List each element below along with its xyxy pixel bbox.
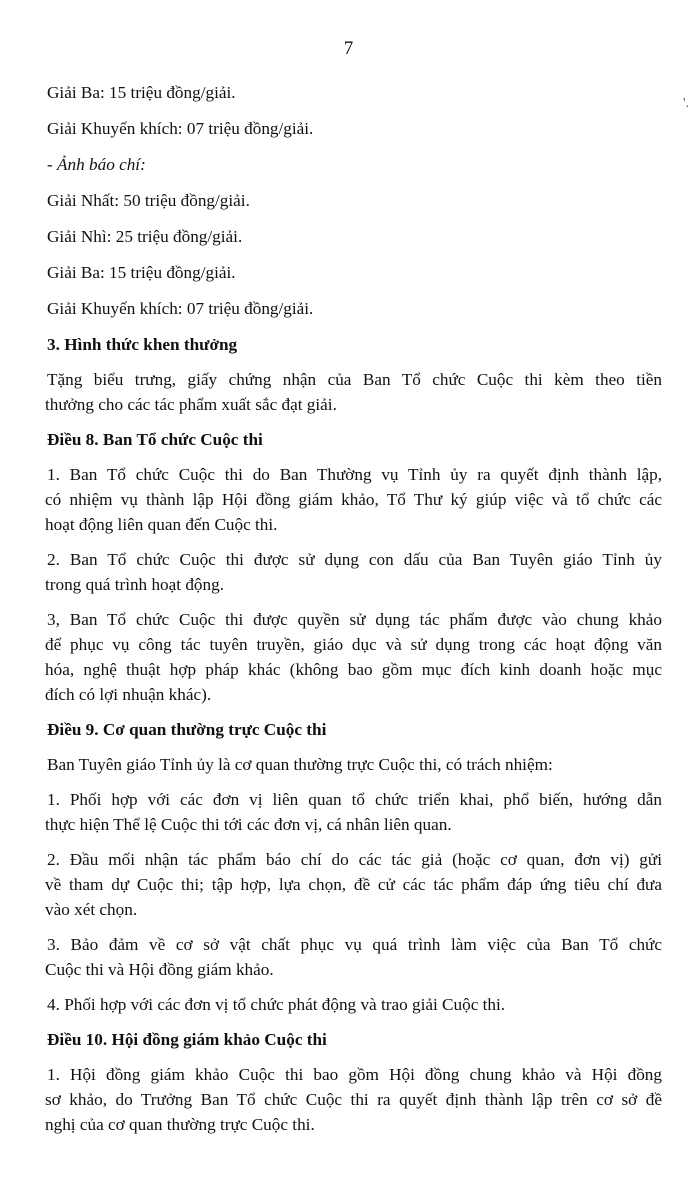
paragraph-line: 1. Ban Tổ chức Cuộc thi do Ban Thường vụ Tỉnh ủy ra quyết định thành lập, xyxy=(47,465,662,484)
paragraph-line: 1. Hội đồng giám khảo Cuộc thi bao gồm Hội đồng chung khảo và Hội đồng xyxy=(47,1065,662,1084)
paragraph xyxy=(47,847,662,922)
paragraph-line: sơ khảo, do Trưởng Ban Tổ chức Cuộc thi ra quyết định thành lập trên cơ sở đề xyxy=(45,1090,662,1109)
paragraph xyxy=(47,752,662,777)
paragraph-line: có nhiệm vụ thành lập Hội đồng giám khảo, Tổ Thư ký giúp việc và tổ chức các xyxy=(45,490,662,509)
prize-line: Giải Ba: 15 triệu đồng/giải. xyxy=(47,263,236,282)
paragraph xyxy=(47,1062,662,1137)
prize-line: Giải Ba: 15 triệu đồng/giải. xyxy=(47,83,236,102)
prize-line: Giải Khuyến khích: 07 triệu đồng/giải. xyxy=(47,119,314,138)
paragraph-line: 2. Ban Tổ chức Cuộc thi được sử dụng con dấu của Ban Tuyên giáo Tỉnh ủy xyxy=(47,550,662,569)
paragraph-line: để phục vụ công tác tuyên truyền, giáo dục và sử dụng trong các hoạt động văn xyxy=(45,635,662,654)
paragraph xyxy=(47,787,662,837)
paragraph xyxy=(47,367,662,417)
prize-line: Giải Nhì: 25 triệu đồng/giải. xyxy=(47,227,243,246)
prize-line: Giải Khuyến khích: 07 triệu đồng/giải. xyxy=(47,299,314,318)
paragraph-line: 3, Ban Tổ chức Cuộc thi được quyền sử dụng tác phẩm được vào chung khảo xyxy=(47,610,662,629)
paragraph-line: thực hiện Thể lệ Cuộc thi tới các đơn vị, cá nhân liên quan. xyxy=(45,815,452,834)
paragraph-line: trong quá trình hoạt động. xyxy=(45,575,225,594)
paragraph xyxy=(47,932,662,982)
paragraph-line: nghị của cơ quan thường trực Cuộc thi. xyxy=(45,1115,315,1134)
article-heading: Điều 8. Ban Tổ chức Cuộc thi xyxy=(47,430,263,449)
paragraph-line: hóa, nghệ thuật hợp pháp khác (không bao gồm mục đích kinh doanh hoặc mục xyxy=(45,660,662,679)
paragraph-line: 1. Phối hợp với các đơn vị liên quan tổ chức triển khai, phổ biến, hướng dẫn xyxy=(47,790,662,809)
page-content xyxy=(47,80,662,1147)
section-heading: 3. Hình thức khen thưởng xyxy=(47,335,238,354)
paragraph xyxy=(47,462,662,537)
paragraph-line: 4. Phối hợp với các đơn vị tổ chức phát động và trao giải Cuộc thi. xyxy=(47,995,506,1014)
paragraph-line: 2. Đầu mối nhận tác phẩm báo chí do các tác giả (hoặc cơ quan, đơn vị) gửi xyxy=(47,850,662,869)
paragraph-line: về tham dự Cuộc thi; tập hợp, lựa chọn, đề cử các tác phẩm đáp ứng tiêu chí đưa xyxy=(45,875,662,894)
margin-mark: '. xyxy=(682,96,689,111)
photo-category-heading: - Ảnh báo chí: xyxy=(47,155,146,174)
paragraph-line: Ban Tuyên giáo Tỉnh ủy là cơ quan thường trực Cuộc thi, có trách nhiệm: xyxy=(47,755,553,774)
paragraph-line: đích có lợi nhuận khác). xyxy=(45,685,212,704)
article-heading: Điều 10. Hội đồng giám khảo Cuộc thi xyxy=(47,1030,327,1049)
paragraph xyxy=(47,607,662,707)
paragraph-line: Tặng biểu trưng, giấy chứng nhận của Ban Tổ chức Cuộc thi kèm theo tiền xyxy=(47,370,662,389)
paragraph-line: Cuộc thi và Hội đồng giám khảo. xyxy=(45,960,274,979)
paragraph-line: thưởng cho các tác phẩm xuất sắc đạt giải. xyxy=(45,395,337,414)
paragraph xyxy=(47,547,662,597)
paragraph-line: vào xét chọn. xyxy=(45,900,138,919)
page-number: 7 xyxy=(343,38,354,59)
prize-line: Giải Nhất: 50 triệu đồng/giải. xyxy=(47,191,250,210)
paragraph-line: 3. Bảo đảm về cơ sở vật chất phục vụ quá trình làm việc của Ban Tổ chức xyxy=(47,935,662,954)
article-heading: Điều 9. Cơ quan thường trực Cuộc thi xyxy=(47,720,327,739)
paragraph-line: hoạt động liên quan đến Cuộc thi. xyxy=(45,515,278,534)
paragraph xyxy=(47,992,662,1017)
